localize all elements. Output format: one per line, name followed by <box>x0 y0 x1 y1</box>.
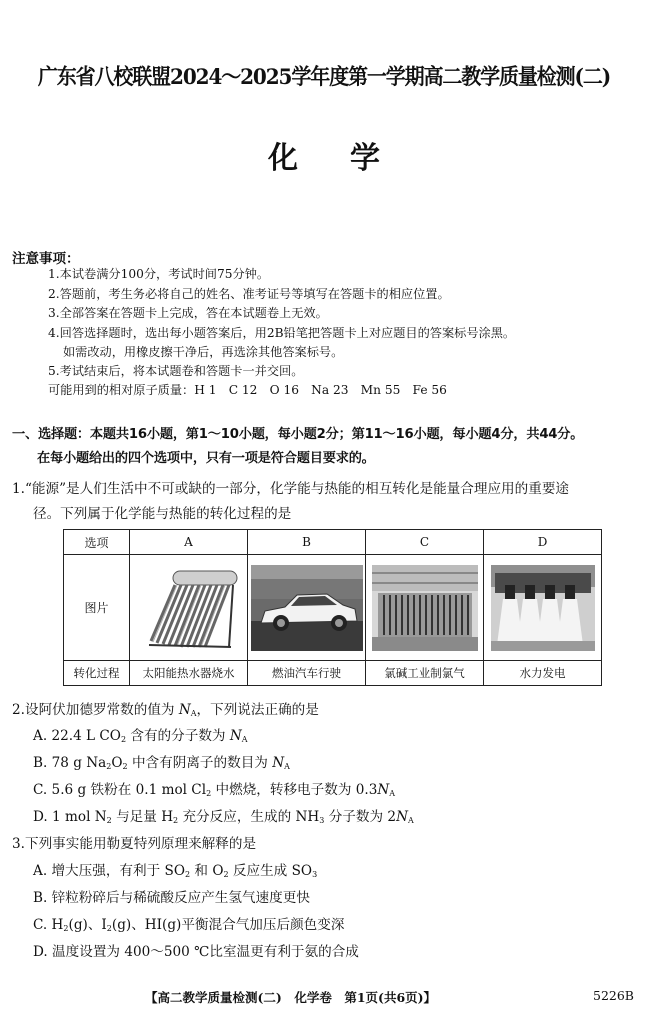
solar-water-heater-image <box>139 565 239 651</box>
section-instruction: 在每小题给出的四个选项中，只有一项是符合题目要求的。 <box>37 451 375 466</box>
chlor-alkali-plant-image <box>372 565 478 651</box>
page-footer: 【高二教学质量检测(二) 化学卷 第1页(共6页)】 <box>145 990 437 1005</box>
question-2-option-c: C. 5.6 g 铁粉在 0.1 mol $Cl_2$ 中燃烧，转移电子数为 $0.3N_A$ <box>33 782 396 798</box>
question-1-options-table <box>63 529 602 686</box>
option-a-label: A <box>130 530 248 555</box>
question-1-stem: 1.“能源”是人们生活中不可或缺的一部分，化学能与热能的相互转化是能量合理应用的重要途 <box>12 481 570 497</box>
notice-item: 3.全部答案在答题卡上完成，答在本试题卷上无效。 <box>48 306 328 320</box>
question-3-option-c: C. $H_2(g)$、$I_2(g)$、HI(g)平衡混合气加压后颜色变深 <box>33 917 345 933</box>
section-heading: 一、选择题：本题共16小题，第1～10小题，每小题2分；第11～16小题，每小题4分，共44分。 <box>12 427 584 442</box>
notice-item: 5.考试结束后，将本试题卷和答题卡一并交回。 <box>48 364 304 378</box>
option-d-label: D <box>484 530 602 555</box>
notice-item: 如需改动，用橡皮擦干净后，再选涂其他答案标号。 <box>63 345 344 359</box>
question-3-stem: 3.下列事实能用勒夏特列原理来解释的是 <box>12 836 257 852</box>
question-1-stem-cont: 径。下列属于化学能与热能的转化过程的是 <box>33 506 292 522</box>
table-header-label: 选项 <box>64 530 130 555</box>
process-row-label: 转化过程 <box>64 661 130 686</box>
notice-item: 2.答题前，考生务必将自己的姓名、准考证号等填写在答题卡的相应位置。 <box>48 287 450 301</box>
notice-item: 1.本试卷满分100分，考试时间75分钟。 <box>48 267 270 281</box>
option-a-process: 太阳能热水器烧水 <box>130 661 248 686</box>
paper-code: 5226B <box>593 988 634 1003</box>
notice-heading: 注意事项： <box>12 251 80 267</box>
question-2-option-b: B. 78 g $Na_2O_2$ 中含有阴离子的数目为 $N_A$ <box>33 755 290 771</box>
question-2-stem: 2.设阿伏加德罗常数的值为 $N_A$，下列说法正确的是 <box>12 702 319 718</box>
option-c-process: 氯碱工业制氯气 <box>366 661 484 686</box>
question-3-option-b: B. 锌粒粉碎后与稀硫酸反应产生氢气速度更快 <box>33 890 310 906</box>
hydropower-dam-image <box>491 565 595 651</box>
subject-title: 化学 <box>268 141 432 176</box>
picture-row-label: 图片 <box>64 555 130 661</box>
option-b-process: 燃油汽车行驶 <box>248 661 366 686</box>
question-2-option-a: A. 22.4 L $CO_2$ 含有的分子数为 $N_A$ <box>33 728 248 744</box>
atomic-masses: 可能用到的相对原子质量：H 1 C 12 O 16 Na 23 Mn 55 Fe 56 <box>48 383 447 397</box>
option-c-label: C <box>366 530 484 555</box>
notice-item: 4.回答选择题时，选出每小题答案后，用2B铅笔把答题卡上对应题目的答案标号涂黑。 <box>48 326 516 340</box>
question-3-option-a: A. 增大压强，有利于 $SO_2$ 和 $O_2$ 反应生成 $SO_3$ <box>33 863 318 879</box>
question-3-option-d: D. 温度设置为 400～500 ℃比室温更有利于氨的合成 <box>33 944 359 960</box>
car-image <box>251 565 363 651</box>
question-2-option-d: D. 1 mol $N_2$ 与足量 $H_2$ 充分反应，生成的 $NH_3$ 分子数为 $2N_A$ <box>33 809 414 825</box>
option-b-label: B <box>248 530 366 555</box>
exam-title: 广东省八校联盟2024～2025学年度第一学期高二教学质量检测(二) <box>37 65 611 90</box>
option-d-process: 水力发电 <box>484 661 602 686</box>
